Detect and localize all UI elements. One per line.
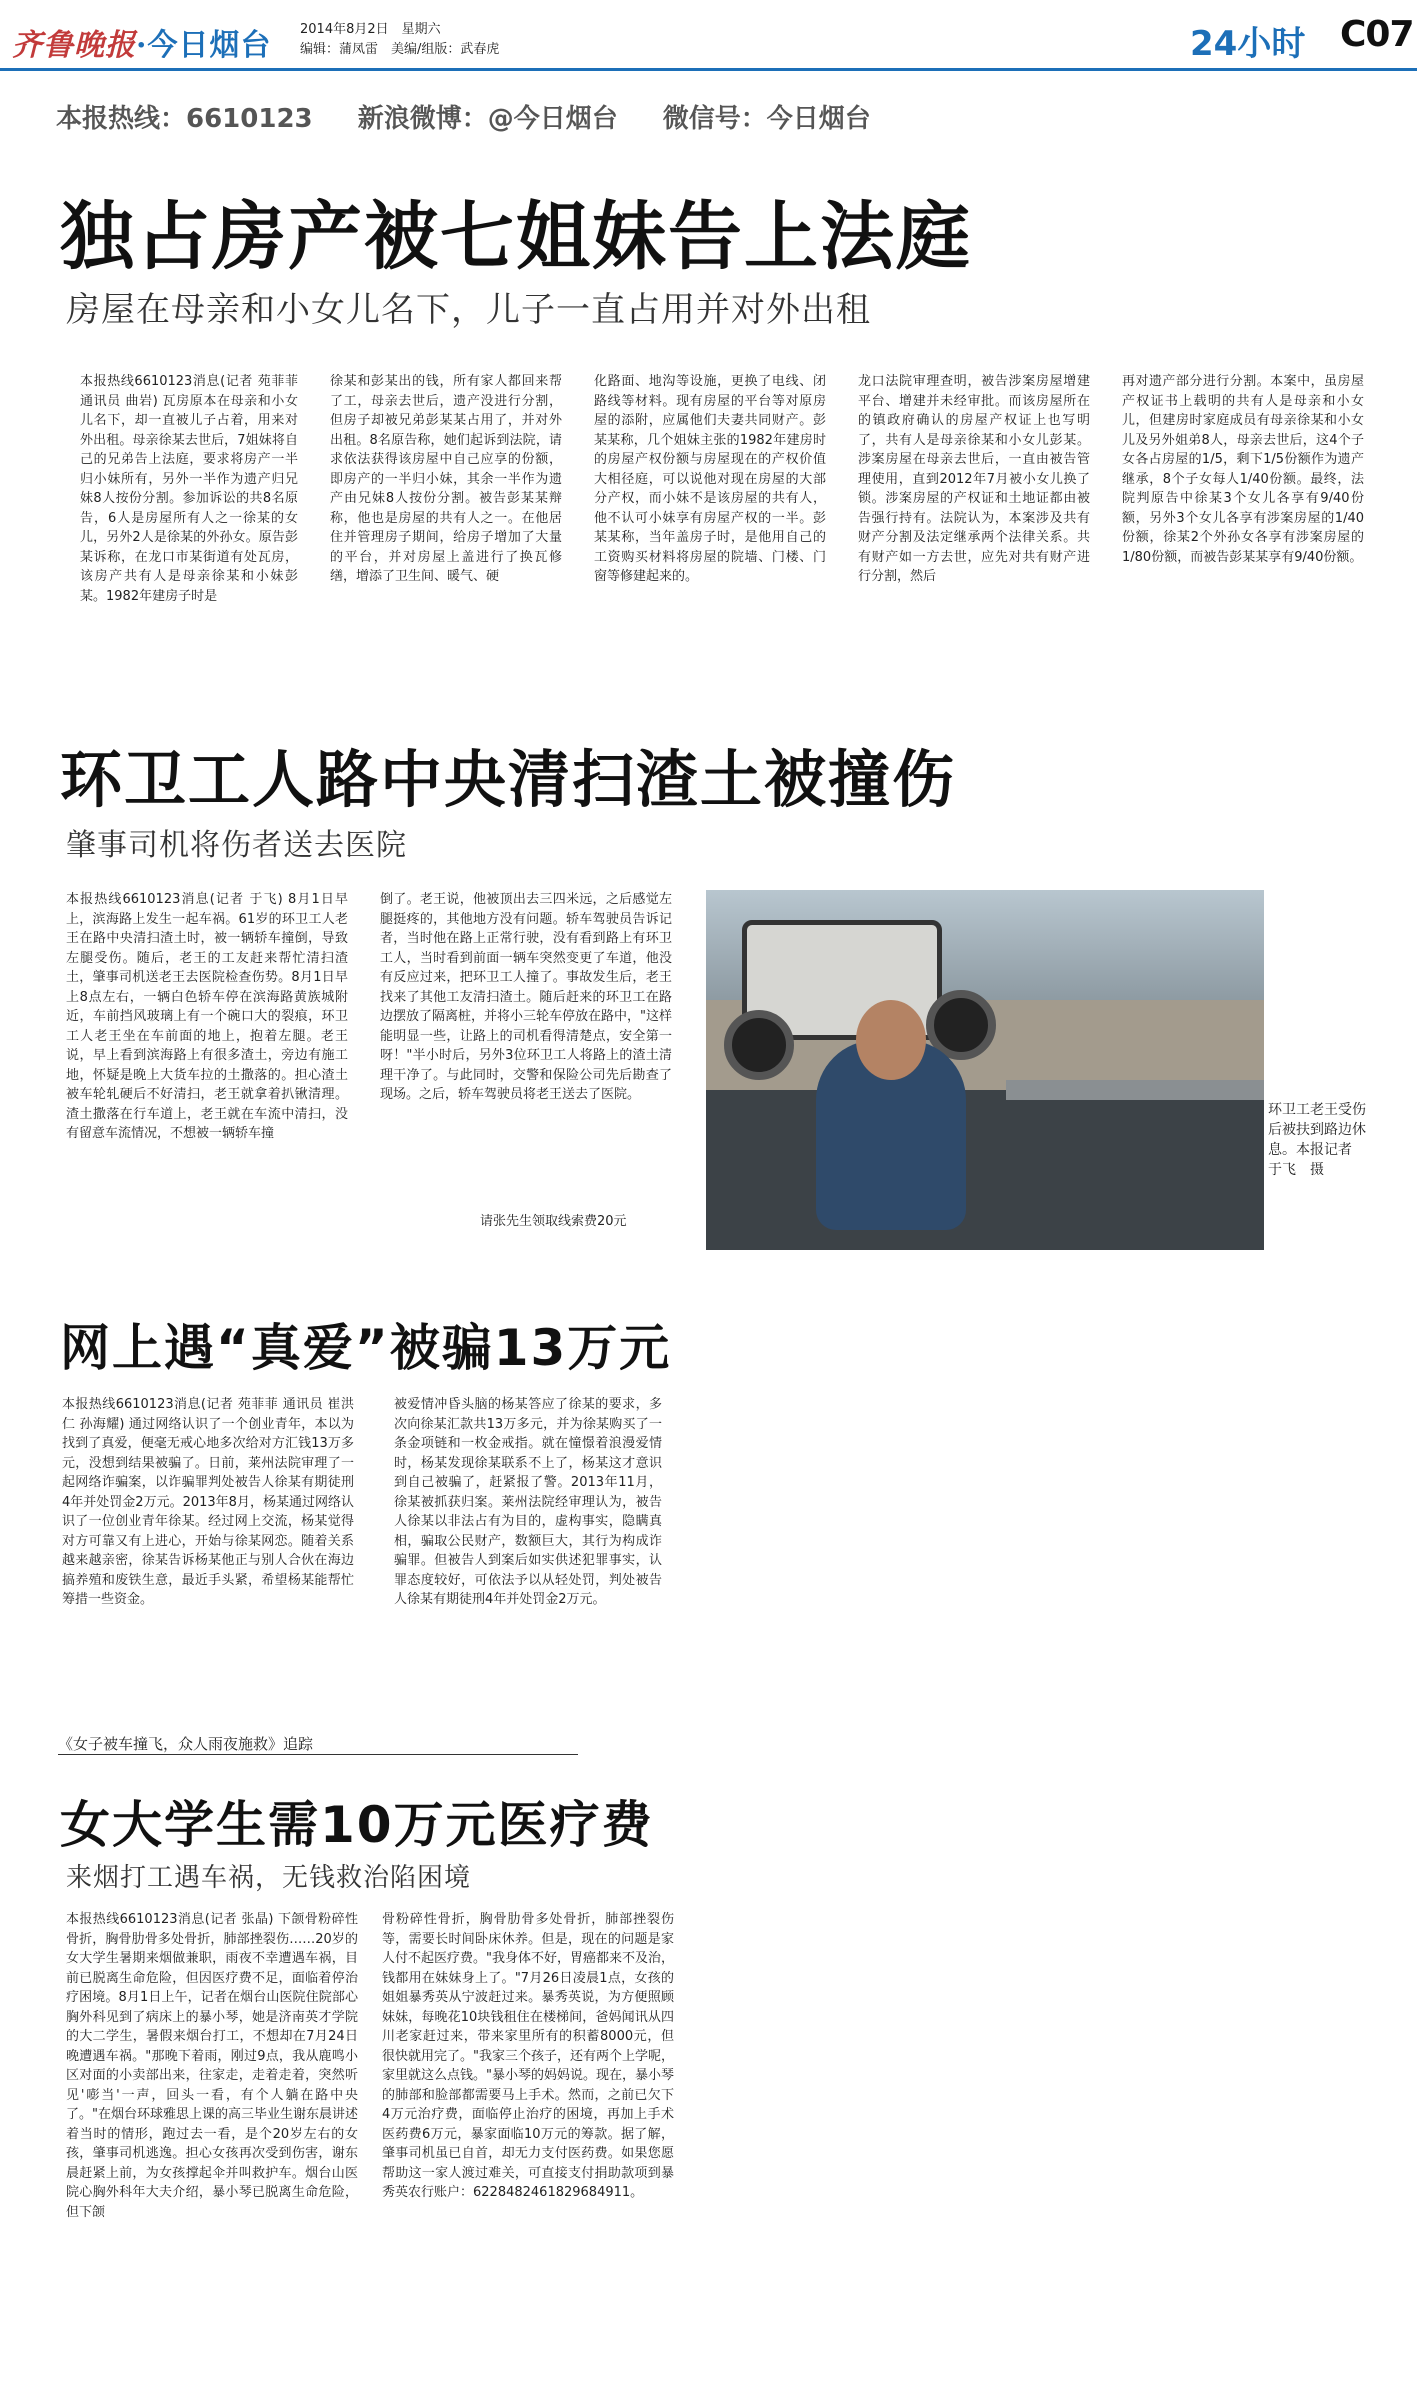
section-24h: 24小时: [1190, 24, 1306, 64]
photo-caption: 环卫工老王受伤后被扶到路边休息。本报记者 于飞 摄: [1268, 1102, 1366, 1178]
article1-col-1: 本报热线6610123消息(记者 苑菲菲 通讯员 曲岩) 瓦房原本在母亲和小女儿名下，却一直被儿子占着，用来对外出租。母亲徐某去世后，7姐妹将自己的兄弟告上法庭，要求将房产一半归小妹所有，另外一半作为遗产归兄妹8人按份分割。参加诉讼的共8名原告，6人是房屋所有人之一徐某的女儿，另外2人是徐某的外孙女。原告彭某诉称，在龙口市某街道有处瓦房，该房产共有人是母亲徐某和小妹彭某。1982年建房子时是: [80, 374, 298, 604]
follow-up-tag: 《女子被车撞飞，众人雨夜施救》追踪: [58, 1733, 578, 1755]
article2-col-1: 本报热线6610123消息(记者 于飞) 8月1日早上，滨海路上发生一起车祸。61岁的环卫工人老王在路中央清扫渣土时，被一辆轿车撞倒，导致左腿受伤。随后，老王的工友赶来帮忙清扫渣土，肇事司机送老王去医院检查伤势。8月1日早上8点左右，一辆白色轿车停在滨海路黄族城附近，车前挡风玻璃上有一个碗口大的裂痕，环卫工人老王坐在车前面的地上，抱着左腿。老王说，早上看到滨海路上有很多渣土，旁边有施工地，怀疑是晚上大货车拉的土撒落的。担心渣土被车轮轧硬后不好清扫，老王就拿着扒锹清理。渣土撒落在行车道上，老王就在车流中清扫，没有留意车流情况，不想被一辆轿车撞: [66, 892, 348, 1141]
article4-col-2: 骨粉碎性骨折，胸骨肋骨多处骨折，肺部挫裂伤等，需要长时间卧床休养。但是，现在的问题是家人付不起医疗费。"我身体不好，胃癌都来不及治，钱都用在妹妹身上了。"7月26日凌晨1点，女孩的姐姐暴秀英从宁波赶过来。暴秀英说，为方便照顾妹妹，每晚花10块钱租住在楼梯间，爸妈闻讯从四川老家赶过来，带来家里所有的积蓄8000元，但很快就用完了。"我家三个孩子，还有两个上学呢，家里就这么点钱。"暴小琴的妈妈说。现在，暴小琴的肺部和脸部都需要马上手术。然而，之前已欠下4万元治疗费，面临停止治疗的困境，再加上手术医药费6万元，暴家面临10万元的筹款。据了解，肇事司机虽已自首，却无力支付医药费。如果您愿帮助这一家人渡过难关，可直接支付捐助款项到暴秀英农行账户：6228482461829684911。: [382, 1912, 674, 2200]
article1-col-3: 化路面、地沟等设施，更换了电线、闭路线等材料。现有房屋的平台等对原房屋的添附，应属他们夫妻共同财产。彭某某称，几个姐妹主张的1982年建房时的房屋产权份额与房屋现在的产权价值大相径庭，可以说他对现在房屋的大部分产权，而小妹不是该房屋的共有人，他不认可小妹享有房屋产权的一半。彭某某称，当年盖房子时，是他用自己的工资购买材料将房屋的院墙、门楼、门窗等修建起来的。: [594, 374, 826, 584]
paper-logo: 齐鲁晚报·今日烟台: [12, 28, 272, 63]
page-number: C07: [1340, 14, 1414, 55]
news-photo: [706, 890, 1264, 1250]
article4-subhead: 来烟打工遇车祸，无钱救治陷困境: [66, 1863, 472, 1893]
article3-col-2: 被爱情冲昏头脑的杨某答应了徐某的要求，多次向徐某汇款共13万多元，并为徐某购买了一条金项链和一枚金戒指。就在憧憬着浪漫爱情时，杨某发现徐某联系不上了，杨某这才意识到自己被骗了，赶紧报了警。2013年11月，徐某被抓获归案。莱州法院经审理认为，被告人徐某以非法占有为目的，虚构事实，隐瞒真相，骗取公民财产，数额巨大，其行为构成诈骗罪。但被告人到案后如实供述犯罪事实，认罪态度较好，可依法予以从轻处罚，判处被告人徐某有期徒刑4年并处罚金2万元。: [394, 1397, 662, 1607]
hotline-text: 本报热线：6610123: [56, 104, 313, 134]
article1-col-4: 龙口法院审理查明，被告涉案房屋增建平台、增建并未经审批。而该房屋所在的镇政府确认的房屋产权证上也写明了，共有人是母亲徐某和小女儿彭某。涉案房屋在母亲去世后，一直由被告管理使用，直到2012年7月被小女儿换了锁。涉案房屋的产权证和土地证都由被告强行持有。法院认为，本案涉及共有财产分割及法定继承两个法律关系。共有财产如一方去世，应先对共有财产进行分割，然后: [858, 374, 1090, 584]
paper-name: 齐鲁晚报: [12, 28, 136, 63]
article1-subhead: 房屋在母亲和小女儿名下，儿子一直占用并对外出租: [66, 290, 871, 330]
weixin-text: 微信号：今日烟台: [662, 104, 871, 134]
article1-headline: 独占房产被七姐妹告上法庭: [60, 194, 972, 280]
article4-col-1: 本报热线6610123消息(记者 张晶) 下颌骨粉碎性骨折，胸骨肋骨多处骨折，肺部挫裂伤……20岁的女大学生暑期来烟做兼职，雨夜不幸遭遇车祸，目前已脱离生命危险，但因医疗费不足，面临着停治疗困境。8月1日上午，记者在烟台山医院住院部心胸外科见到了病床上的暴小琴，她是济南英才学院的大二学生，暑假来烟台打工，不想却在7月24日晚遭遇车祸。"那晚下着雨，刚过9点，我从鹿鸣小区对面的小卖部出来，往家走，走着走着，突然听见'嘭当'一声，回头一看，有个人躺在路中央了。"在烟台环球雅思上课的高三毕业生谢东晨讲述着当时的情形，跑过去一看，是个20岁左右的女孩，肇事司机逃逸。担心女孩再次受到伤害，谢东晨赶紧上前，为女孩撑起伞并叫救护车。烟台山医院心胸外科年大夫介绍，暴小琴已脱离生命危险，但下颌: [66, 1912, 358, 2220]
article2-headline: 环卫工人路中央清扫渣土被撞伤: [60, 743, 957, 816]
article3-headline: 网上遇“真爱”被骗13万元: [60, 1319, 672, 1377]
article2-col-2: 倒了。老王说，他被顶出去三四米远，之后感觉左腿挺疼的，其他地方没有问题。轿车驾驶员告诉记者，当时他在路上正常行驶，没有看到路上有环卫工人，当时看到前面一辆车突然变更了车道，他没有反应过来，把环卫工人撞了。事故发生后，老王找来了其他工友清扫渣土。随后赶来的环卫工在路边摆放了隔离桩，并将小三轮车停放在路中，"这样能明显一些，让路上的司机看得清楚点，安全第一呀！"半小时后，另外3位环卫工人将路上的渣土清理干净了。与此同时，交警和保险公司先后勘查了现场。之后，轿车驾驶员将老王送去了医院。: [380, 892, 672, 1102]
weibo-text: 新浪微博：@今日烟台: [357, 104, 618, 134]
article1-col-2: 徐某和彭某出的钱，所有家人都回来帮了工，母亲去世后，遗产没进行分割，但房子却被兄弟彭某某占用了，并对外出租。8名原告称，她们起诉到法院，请求依法获得该房屋中自己应享的份额，即房产的一半归小妹，其余一半作为遗产由兄妹8人按份分割。被告彭某某辩称，他也是房屋的共有人之一。在他居住并管理房子期间，给房子增加了大量的平台，并对房屋上盖进行了换瓦修缮，增添了卫生间、暖气、硬: [330, 374, 562, 584]
dateline: 2014年8月2日 星期六: [300, 22, 441, 37]
masthead: [0, 0, 1417, 70]
article3-col-1: 本报热线6610123消息(记者 苑菲菲 通讯员 崔洪仁 孙海耀) 通过网络认识了一个创业青年，本以为找到了真爱，便毫无戒心地多次给对方汇钱13万多元，没想到结果被骗了。日前，莱州法院审理了一起网络诈骗案，以诈骗罪判处被告人徐某有期徒刑4年并处罚金2万元。2013年8月，杨某通过网络认识了一位创业青年徐某。经过网上交流，杨某觉得对方可靠又有上进心，开始与徐某网恋。随着关系越来越亲密，徐某告诉杨某他正与别人合伙在海边搞养殖和废铁生意，最近手头紧，希望杨某能帮忙筹措一些资金。: [62, 1397, 354, 1607]
staff-credits: 编辑：蒲凤雷 美编/组版：武春虎: [300, 42, 500, 57]
article4-headline: 女大学生需10万元医疗费: [60, 1796, 654, 1854]
contact-bar: [56, 98, 871, 135]
section-name: 今日烟台: [147, 28, 272, 63]
article2-subhead: 肇事司机将伤者送去医院: [66, 828, 407, 863]
tip-fee-notice: 请张先生领取线索费20元: [480, 1214, 627, 1229]
article1-col-5: 再对遗产部分进行分割。本案中，虽房屋产权证书上载明的共有人是母亲和小女儿，但建房时家庭成员有母亲徐某和小女儿及另外姐弟8人，母亲去世后，这4个子女各占房屋的1/5，剩下1/5份额作为遗产继承，8个子女每人1/40份额。最终，法院判原告中徐某3个女儿各享有9/40份额，另外3个女儿各享有涉案房屋的1/40份额，徐某2个外孙女各享有涉案房屋的1/80份额，而被告彭某某享有9/40份额。: [1122, 374, 1364, 565]
masthead-rule: [0, 68, 1417, 71]
